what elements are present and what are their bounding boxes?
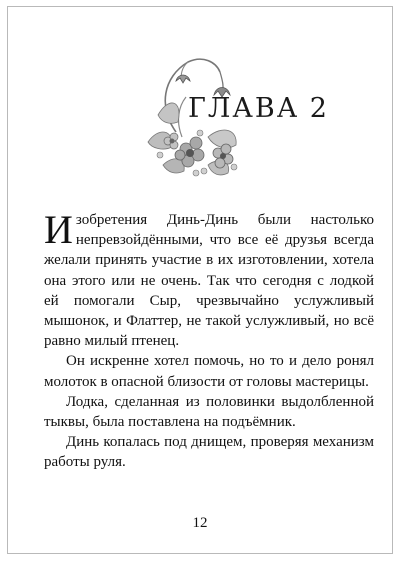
paragraph-1 — [44, 207, 374, 351]
body-text — [44, 207, 374, 473]
paragraph-4: Динь копалась под днищем, проверяя механизм работы руля. — [44, 434, 374, 471]
paragraph-3: Лодка, сделанная из половинки выдолбленной тыквы, была поставлена на подъёмник. — [44, 393, 374, 431]
page-number: 12 — [192, 515, 208, 531]
paragraph-2: Он искренне хотел помочь, но то и дело ронял молоток в опасной близости от головы мастерицы. — [44, 353, 374, 390]
paragraph-1-text: зобретения Динь-Динь были настолько непревзойдёнными, что все её друзья всегда желали принять участие в их изготовлении, хотела она этого или не очень. Так что сегодня с лодкой ей помогали Сыр, чрезвычайно услужливый мышонок, и Флаттер, не такой услужливый, но всё равно милый птенец. — [44, 212, 374, 350]
drop-cap: И — [44, 207, 73, 252]
book-page — [7, 6, 393, 554]
chapter-title: ГЛАВА 2 — [188, 93, 329, 124]
